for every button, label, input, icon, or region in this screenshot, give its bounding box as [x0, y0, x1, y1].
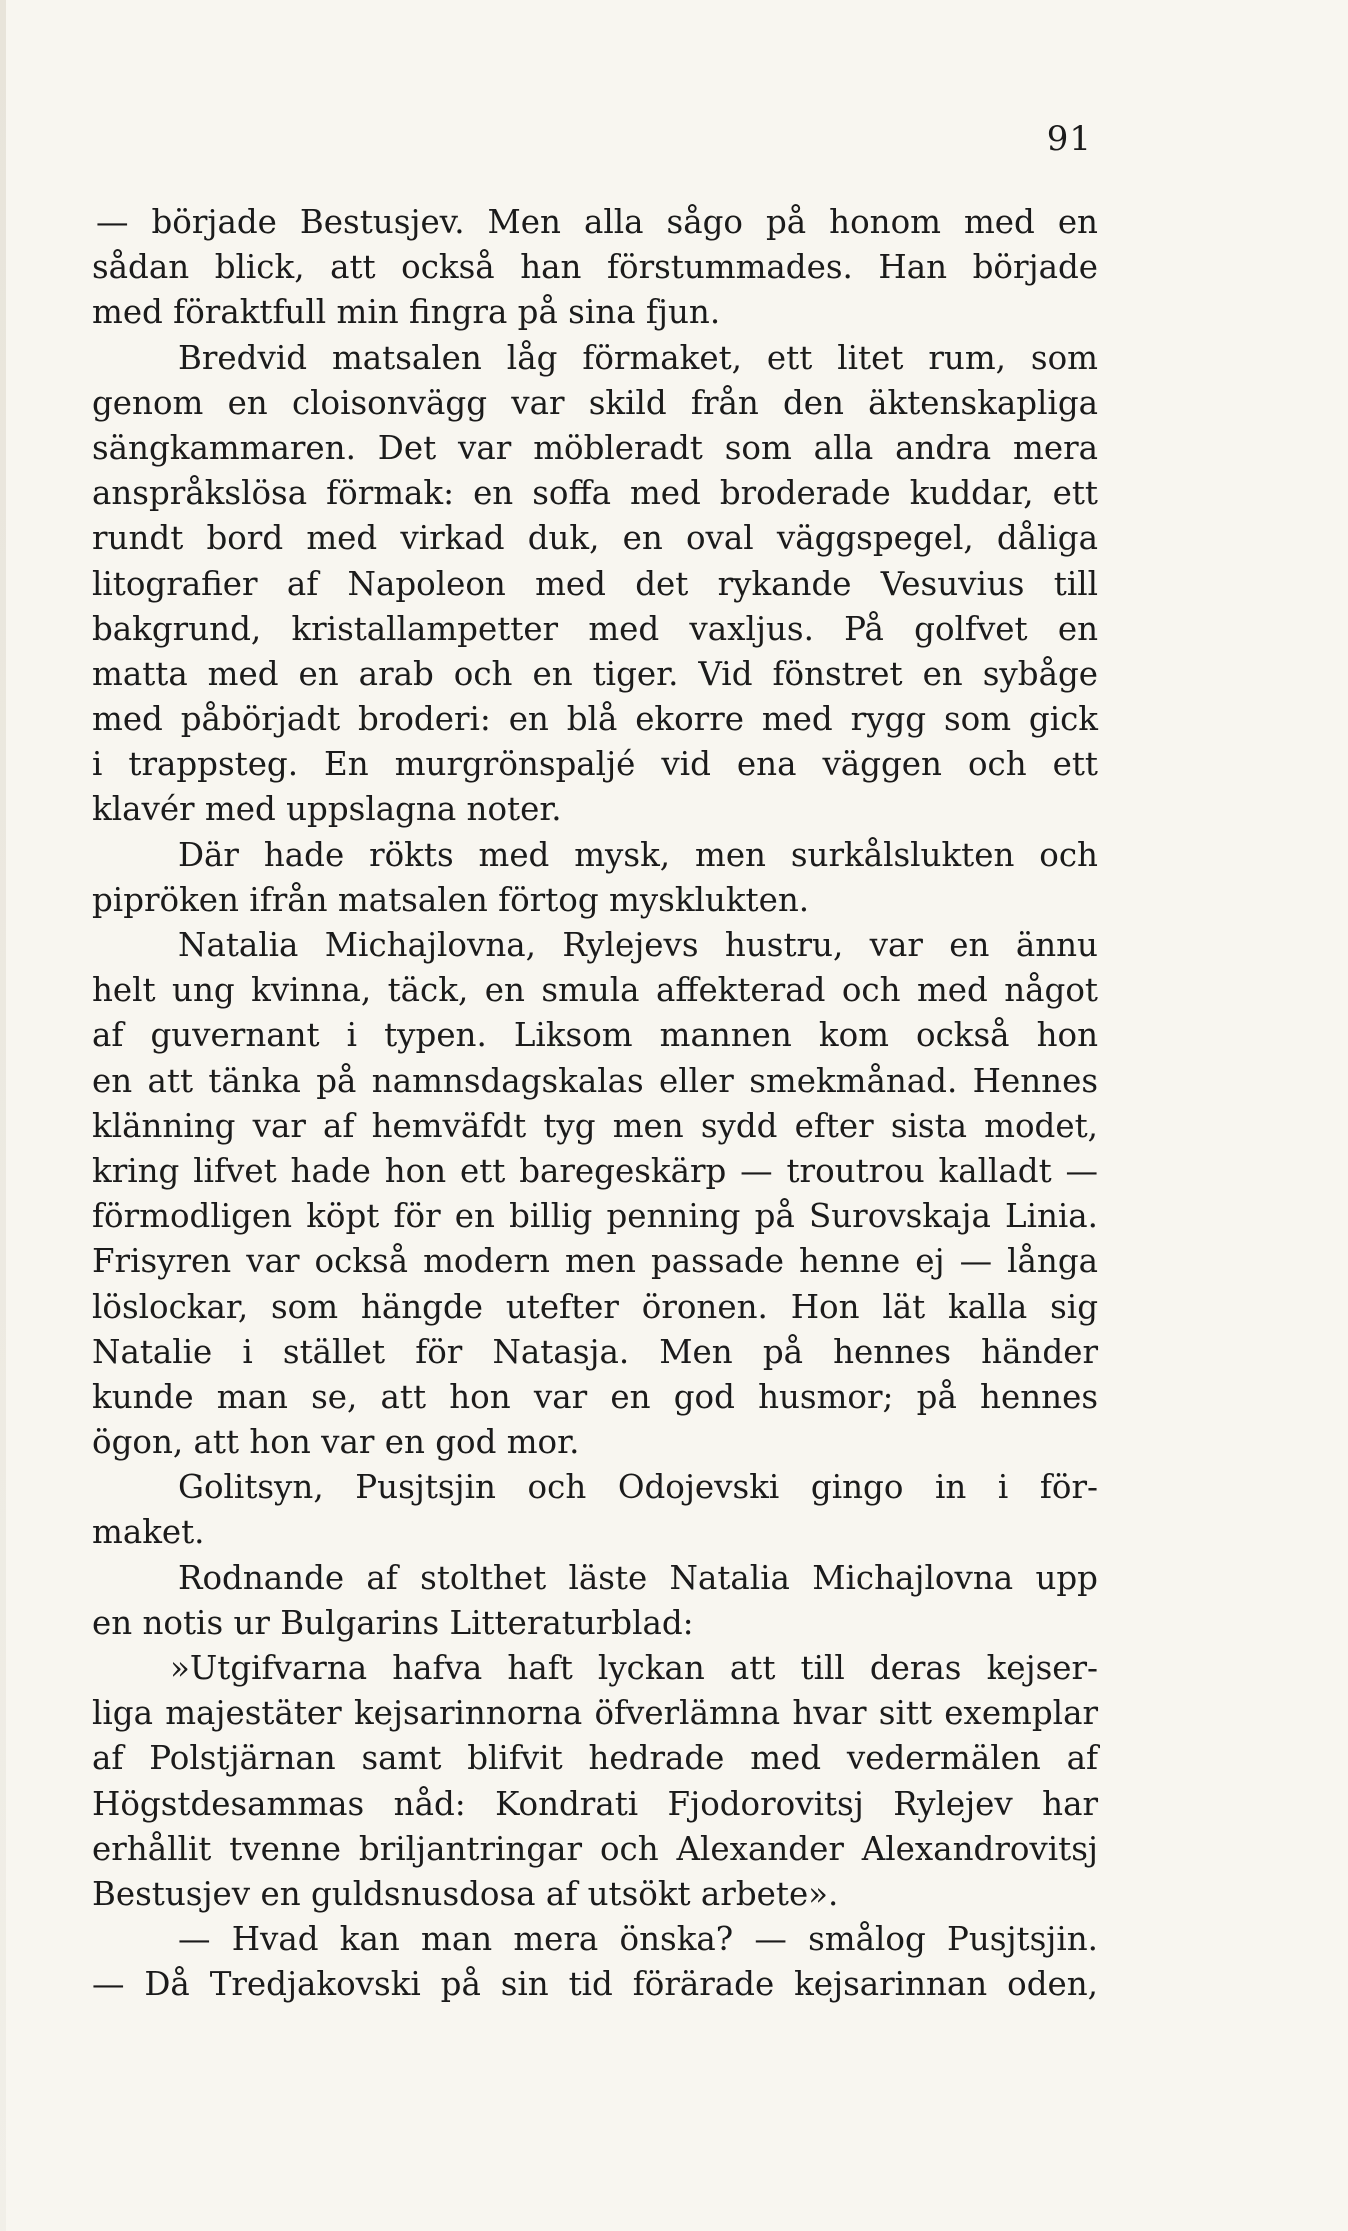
text-line: erhållit tvenne briljantringar och Alexander Alexandrovitsj [92, 1829, 1098, 1868]
text-line: liga majestäter kejsarinnorna öfverlämna hvar sitt exemplar [92, 1694, 1098, 1733]
text-line: bakgrund, kristallampetter med vaxljus. På golfvet en [92, 609, 1098, 648]
text-line: helt ung kvinna, täck, en smula affekterad och med något [92, 971, 1098, 1010]
text-line: klänning var af hemväfdt tyg men sydd efter sista modet, [92, 1106, 1098, 1145]
text-line: löslockar, som hängde utefter öronen. Hon lät kalla sig [92, 1287, 1098, 1326]
text-line: litografier af Napoleon med det rykande Vesuvius till [92, 564, 1098, 603]
text-line: Bestusjev en guldsnusdosa af utsökt arbete». [92, 1874, 839, 1913]
text-line: Bredvid matsalen låg förmaket, ett litet rum, som [178, 338, 1098, 377]
text-line: sängkammaren. Det var möbleradt som alla andra mera [92, 428, 1098, 467]
text-line: kring lifvet hade hon ett baregeskärp — troutrou kalladt — [92, 1151, 1098, 1190]
text-line: Där hade rökts med mysk, men surkålslukten och [178, 835, 1098, 874]
text-line: af Polstjärnan samt blifvit hedrade med vedermälen af [92, 1739, 1098, 1778]
text-line: matta med en arab och en tiger. Vid fönstret en sybåge [92, 654, 1098, 693]
text-line: kunde man se, att hon var en god husmor; på hennes [92, 1377, 1098, 1416]
text-line: anspråkslösa förmak: en soffa med broderade kuddar, ett [92, 474, 1098, 513]
text-line: i trappsteg. En murgrönspaljé vid ena väggen och ett [92, 745, 1098, 784]
text-line: af guvernant i typen. Liksom mannen kom också hon [92, 1016, 1098, 1055]
text-line: klavér med uppslagna noter. [92, 790, 562, 829]
text-line: maket. [92, 1513, 205, 1552]
text-line: — Hvad kan man mera önska? — smålog Pusjtsjin. [178, 1920, 1098, 1959]
text-line: Natalia Michajlovna, Rylejevs hustru, var en ännu [178, 926, 1098, 964]
text-line: Rodnande af stolthet läste Natalia Michajlovna upp [178, 1558, 1098, 1597]
text-line: ögon, att hon var en god mor. [92, 1423, 580, 1462]
text-line: med påbörjadt broderi: en blå ekorre med rygg som gick [92, 700, 1098, 739]
text-line: Golitsyn, Pusjtsjin och Odojevski gingo in i för- [178, 1468, 1098, 1507]
text-line: — började Bestusjev. Men alla sågo på honom med en [96, 203, 1098, 241]
text-line: Natalie i stället för Natasja. Men på hennes händer [92, 1332, 1098, 1371]
text-line: pipröken ifrån matsalen förtog mysklukten. [92, 880, 810, 919]
text-line: — Då Tredjakovski på sin tid förärade kejsarinnan oden, [92, 1965, 1098, 2004]
text-line: »Utgifvarna hafva haft lyckan att till deras kejser- [170, 1649, 1098, 1687]
text-line: med föraktfull min fingra på sina fjun. [92, 293, 721, 332]
text-line: rundt bord med virkad duk, en oval väggspegel, dåliga [92, 519, 1098, 558]
page-edge [0, 0, 6, 2231]
page-number: 91 [1046, 119, 1092, 159]
text-line: en att tänka på namnsdagskalas eller smekmånad. Hennes [92, 1061, 1098, 1100]
text-line: Högstdesammas nåd: Kondrati Fjodorovitsj Rylejev har [92, 1784, 1098, 1823]
text-line: genom en cloisonvägg var skild från den äktenskapliga [92, 383, 1098, 422]
text-line: förmodligen köpt för en billig penning på Surovskaja Linia. [92, 1197, 1098, 1236]
text-line: en notis ur Bulgarins Litteraturblad: [92, 1603, 694, 1642]
text-line: sådan blick, att också han förstummades. Han började [92, 248, 1098, 287]
body-text [92, 200, 1098, 2008]
text-line: Frisyren var också modern men passade henne ej — långa [92, 1242, 1098, 1281]
